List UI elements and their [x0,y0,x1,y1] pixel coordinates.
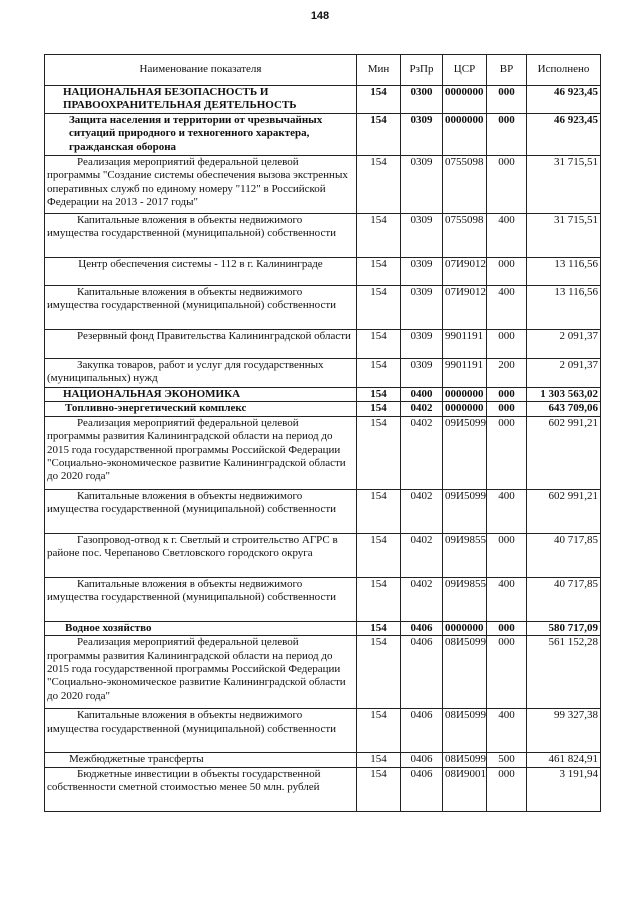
row-name: Центр обеспечения системы - 112 в г. Калининграде [45,258,357,286]
table-row [45,86,601,114]
row-rzpr: 0406 [401,767,443,811]
row-done: 2 091,37 [527,359,601,388]
table-row [45,330,601,359]
row-rzpr: 0402 [401,577,443,621]
row-vr: 200 [487,359,527,388]
row-min: 154 [357,214,401,258]
header-rzpr: РзПр [401,55,443,86]
row-done: 580 717,09 [527,621,601,635]
row-min: 154 [357,621,401,635]
header-vr: ВР [487,55,527,86]
row-name: НАЦИОНАЛЬНАЯ БЕЗОПАСНОСТЬ И ПРАВООХРАНИТЕЛЬНАЯ ДЕЯТЕЛЬНОСТЬ [45,86,357,114]
table-row [45,359,601,388]
row-csr: 9901191 [443,330,487,359]
row-rzpr: 0402 [401,402,443,416]
row-min: 154 [357,388,401,402]
table-row [45,388,601,402]
row-vr: 000 [487,636,527,709]
row-done: 13 116,56 [527,258,601,286]
table-row [45,156,601,214]
row-csr: 07И9012 [443,258,487,286]
row-csr: 09И5099 [443,489,487,533]
row-vr: 000 [487,114,527,156]
row-name: Капитальные вложения в объекты недвижимого имущества государственной (муниципальной) собственности [45,577,357,621]
table-row [45,489,601,533]
row-min: 154 [357,402,401,416]
table-row [45,753,601,767]
row-name: Реализация мероприятий федеральной целевой программы развития Калининградской области на период до 2015 года государственной программы Российской Федерации "Социально-экономическое развитие Калининградской области до 2020 года" [45,416,357,489]
header-done: Исполнено [527,55,601,86]
row-vr: 400 [487,489,527,533]
row-name: Капитальные вложения в объекты недвижимого имущества государственной (муниципальной) собственности [45,709,357,753]
row-vr: 000 [487,402,527,416]
row-csr: 09И9855 [443,533,487,577]
row-done: 3 191,94 [527,767,601,811]
row-min: 154 [357,258,401,286]
row-rzpr: 0406 [401,621,443,635]
row-done: 46 923,45 [527,86,601,114]
row-name: Капитальные вложения в объекты недвижимого имущества государственной (муниципальной) собственности [45,214,357,258]
row-name: Капитальные вложения в объекты недвижимого имущества государственной (муниципальной) собственности [45,489,357,533]
row-vr: 400 [487,214,527,258]
row-name: НАЦИОНАЛЬНАЯ ЭКОНОМИКА [45,388,357,402]
table-row [45,767,601,811]
row-done: 1 303 563,02 [527,388,601,402]
row-name: Реализация мероприятий федеральной целевой программы "Создание системы обеспечения вызова экстренных оперативных служб по единому номеру "112" в Российской Федерации на 2013 - 2017 годы" [45,156,357,214]
row-rzpr: 0309 [401,359,443,388]
page-number: 148 [310,10,330,22]
row-csr: 0000000 [443,402,487,416]
row-csr: 0755098 [443,214,487,258]
row-rzpr: 0300 [401,86,443,114]
row-min: 154 [357,86,401,114]
row-csr: 09И9855 [443,577,487,621]
row-name: Защита населения и территории от чрезвычайных ситуаций природного и техногенного характера, гражданская оборона [45,114,357,156]
table-row [45,114,601,156]
row-min: 154 [357,330,401,359]
row-vr: 400 [487,286,527,330]
row-rzpr: 0309 [401,258,443,286]
row-min: 154 [357,416,401,489]
row-rzpr: 0400 [401,388,443,402]
row-rzpr: 0402 [401,533,443,577]
row-rzpr: 0406 [401,636,443,709]
table-row [45,621,601,635]
row-done: 31 715,51 [527,214,601,258]
table-row [45,416,601,489]
row-csr: 9901191 [443,359,487,388]
row-done: 2 091,37 [527,330,601,359]
row-done: 602 991,21 [527,489,601,533]
row-name: Закупка товаров, работ и услуг для государственных (муниципальных) нужд [45,359,357,388]
row-done: 13 116,56 [527,286,601,330]
table-row [45,402,601,416]
row-min: 154 [357,767,401,811]
table-row [45,709,601,753]
row-name: Бюджетные инвестиции в объекты государственной собственности сметной стоимостью менее 50 млн. рублей [45,767,357,811]
row-name: Газопровод-отвод к г. Светлый и строительство АГРС в районе пос. Черепаново Светловского городского округа [45,533,357,577]
row-vr: 000 [487,258,527,286]
row-name: Резервный фонд Правительства Калининградской области [45,330,357,359]
row-vr: 000 [487,330,527,359]
row-min: 154 [357,753,401,767]
row-rzpr: 0406 [401,753,443,767]
row-done: 40 717,85 [527,577,601,621]
table-row [45,258,601,286]
row-vr: 000 [487,388,527,402]
row-csr: 09И5099 [443,416,487,489]
row-name: Реализация мероприятий федеральной целевой программы развития Калининградской области на период до 2015 года государственной программы Российской Федерации "Социально-экономическое развитие Калининградской области до 2020 года" [45,636,357,709]
row-min: 154 [357,636,401,709]
row-vr: 400 [487,709,527,753]
row-min: 154 [357,577,401,621]
row-vr: 000 [487,767,527,811]
row-vr: 500 [487,753,527,767]
row-rzpr: 0406 [401,709,443,753]
header-min: Мин [357,55,401,86]
row-min: 154 [357,359,401,388]
row-csr: 0000000 [443,388,487,402]
row-csr: 0000000 [443,114,487,156]
row-csr: 0755098 [443,156,487,214]
header-csr: ЦСР [443,55,487,86]
row-min: 154 [357,286,401,330]
table-row [45,286,601,330]
row-csr: 08И5099 [443,753,487,767]
row-name: Межбюджетные трансферты [45,753,357,767]
row-min: 154 [357,489,401,533]
row-csr: 0000000 [443,86,487,114]
row-vr: 000 [487,533,527,577]
row-vr: 000 [487,156,527,214]
row-done: 46 923,45 [527,114,601,156]
row-done: 31 715,51 [527,156,601,214]
row-vr: 400 [487,577,527,621]
row-vr: 000 [487,416,527,489]
row-rzpr: 0309 [401,156,443,214]
row-min: 154 [357,533,401,577]
row-rzpr: 0309 [401,214,443,258]
table-row [45,214,601,258]
row-csr: 08И5099 [443,709,487,753]
row-name: Водное хозяйство [45,621,357,635]
table-row [45,533,601,577]
row-done: 561 152,28 [527,636,601,709]
row-csr: 08И9001 [443,767,487,811]
row-name: Капитальные вложения в объекты недвижимого имущества государственной (муниципальной) собственности [45,286,357,330]
row-rzpr: 0309 [401,286,443,330]
row-done: 461 824,91 [527,753,601,767]
row-vr: 000 [487,86,527,114]
row-rzpr: 0309 [401,114,443,156]
row-csr: 0000000 [443,621,487,635]
row-csr: 08И5099 [443,636,487,709]
row-rzpr: 0402 [401,416,443,489]
row-csr: 07И9012 [443,286,487,330]
table-row [45,577,601,621]
row-min: 154 [357,709,401,753]
row-done: 99 327,38 [527,709,601,753]
row-rzpr: 0309 [401,330,443,359]
row-done: 602 991,21 [527,416,601,489]
row-min: 154 [357,156,401,214]
row-rzpr: 0402 [401,489,443,533]
row-done: 40 717,85 [527,533,601,577]
table-row [45,636,601,709]
row-min: 154 [357,114,401,156]
header-name: Наименование показателя [45,55,357,86]
budget-table [44,54,601,812]
row-vr: 000 [487,621,527,635]
table-header-row [45,55,601,86]
row-done: 643 709,06 [527,402,601,416]
row-name: Топливно-энергетический комплекс [45,402,357,416]
